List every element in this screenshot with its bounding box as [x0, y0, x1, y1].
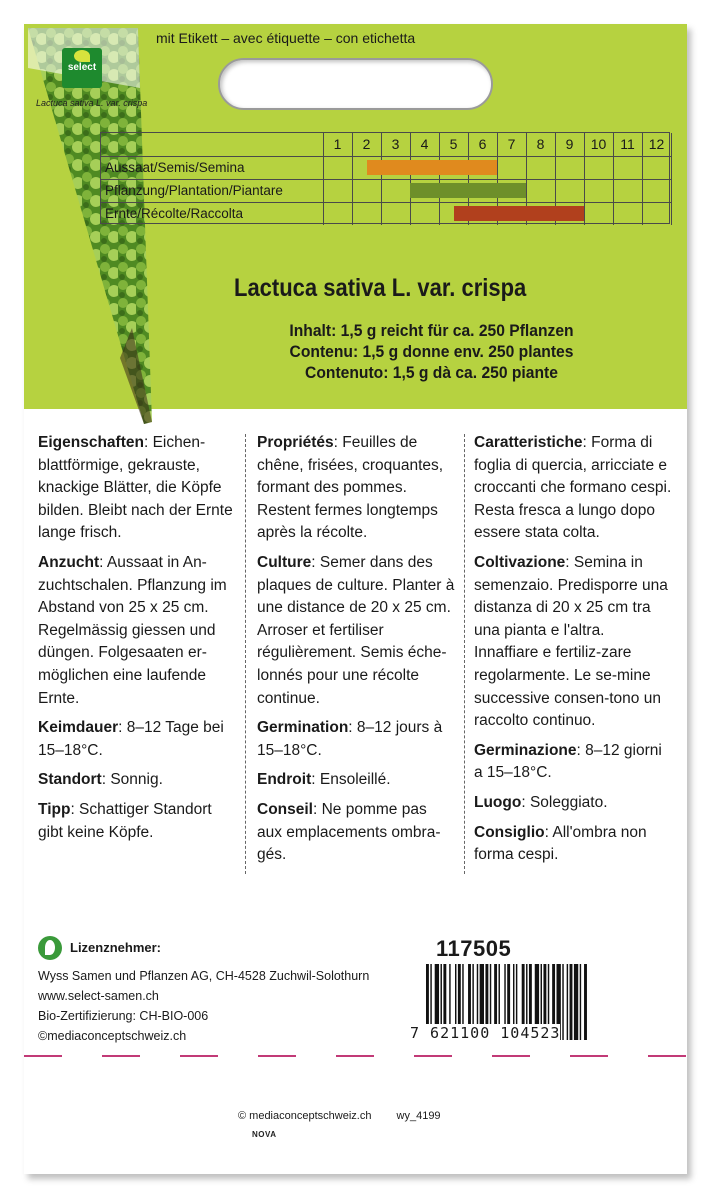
month-header: 9 [565, 136, 574, 152]
month-header: 3 [391, 136, 400, 152]
calendar-row-label: Pflanzung/Plantation/Piantare [105, 183, 283, 198]
info-term: Culture [257, 553, 312, 571]
month-header: 6 [478, 136, 487, 152]
info-paragraph [257, 717, 455, 762]
article-code: 117505 [436, 936, 512, 961]
calendar-period-bar [454, 206, 585, 221]
info-term: Standort [38, 771, 102, 789]
info-text: : Ne pomme pas aux emplacements ombra-gés. [257, 800, 441, 864]
info-paragraph [38, 717, 236, 762]
info-term: Keimdauer [38, 719, 119, 737]
info-term: Caratteristiche [474, 434, 583, 451]
credit-text: © mediaconceptschweiz.ch [238, 1110, 372, 1122]
company-line: Wyss Samen und Pflanzen AG, CH-4528 Zuchwil-Solothurn [38, 969, 370, 983]
info-text: : Semina in semenzaio. Predisporre una distanza di 20 x 25 cm tra una pianta e l'altra. Innaffiare e fertiliz-zare regolarmente. Le se-mine successive consen-tono un raccolto continuo. [474, 553, 668, 730]
info-paragraph [38, 432, 236, 545]
calendar-period-bar [367, 160, 498, 175]
info-term: Anzucht [38, 553, 100, 571]
info-paragraph [38, 552, 236, 710]
month-header: 10 [590, 136, 607, 152]
calendar-row-label: Ernte/Récolte/Raccolta [105, 206, 244, 221]
info-text: : Sonnig. [101, 771, 163, 789]
info-paragraph [257, 799, 455, 867]
calendar-row-label: Aussaat/Semis/Semina [105, 160, 245, 175]
licensee-details [38, 966, 369, 1046]
info-term: Germination [257, 719, 349, 737]
leaf-icon [74, 50, 90, 62]
column-divider [245, 434, 246, 874]
label-note: mit Etikett – avec étiquette – con etichetta [156, 30, 416, 46]
month-header: 4 [420, 136, 429, 152]
calendar-grid [100, 132, 670, 224]
barcode-bar [574, 964, 578, 1040]
month-header: 2 [362, 136, 371, 152]
info-term: Tipp [38, 800, 71, 818]
column-french [257, 432, 455, 874]
month-header: 1 [333, 136, 342, 152]
barcode-bar [584, 964, 587, 1040]
month-header: 7 [507, 136, 516, 152]
info-term: Luogo [474, 793, 522, 811]
info-text: : Aussaat in An-zuchtschalen. Pflanzung im Abstand von 25 x 25 cm. Regelmässig giessen und düngen. Folgesaaten er-möglichen eine laufende Ernte. [38, 553, 227, 707]
certification-line: Bio-Zertifizierung: CH-BIO-006 [38, 1009, 209, 1023]
info-term: Endroit [257, 771, 312, 789]
info-text: : Feuilles de chêne, frisées, croquantes, formant des pommes. Restent fermes longtemps après la récolte. [257, 434, 444, 542]
info-paragraph [474, 822, 672, 867]
info-term: Conseil [257, 800, 313, 818]
plant-tag [28, 28, 168, 426]
content-line-fr: Contenu: 1,5 g donne env. 250 plantes [289, 342, 574, 361]
content-info [234, 320, 629, 383]
leaf-badge-icon [38, 936, 62, 960]
licensee-title: Lizenznehmer: [70, 940, 162, 955]
info-term: Eigenschaften [38, 434, 144, 451]
barcode-bar [570, 964, 573, 1040]
info-paragraph [474, 552, 672, 733]
logo-text: select [67, 62, 97, 73]
month-header: 5 [449, 136, 458, 152]
info-paragraph [257, 769, 455, 792]
info-term: Consiglio [474, 823, 545, 841]
info-term: Germinazione [474, 741, 577, 759]
info-term: Coltivazione [474, 553, 566, 571]
column-italian [474, 432, 672, 874]
info-text: : 8–12 jours à 15–18°C. [257, 719, 443, 759]
reference-code: wy_4199 [396, 1110, 441, 1122]
website-line: www.select-samen.ch [38, 989, 159, 1003]
product-title: Lactuca sativa L. var. crispa [234, 274, 527, 302]
month-header: 8 [536, 136, 545, 152]
info-text: : 8–12 Tage bei 15–18°C. [38, 719, 224, 759]
print-credit [238, 1110, 463, 1122]
info-text: : Forma di foglia di quercia, arricciate e croccanti che formano cespi. Resta fresca a lungo dopo essere stata colta. [474, 434, 672, 542]
select-logo [62, 48, 102, 88]
info-term: Propriétés [257, 434, 334, 451]
info-text: : Soleggiato. [521, 793, 608, 811]
copyright-line: ©mediaconceptschweiz.ch [38, 1029, 187, 1043]
info-text: : Ensoleillé. [311, 771, 391, 789]
info-paragraph [474, 432, 672, 545]
content-line-it: Contenuto: 1,5 g dà ca. 250 piante [305, 363, 558, 382]
info-text: : Semer dans des plaques de culture. Planter à une distance de 20 x 25 cm. Arroser et fertiliser régulièrement. Semis éche-lonnés pour une récolte continue. [257, 553, 455, 707]
printer-logo: NOVA [252, 1130, 277, 1139]
info-paragraph [257, 432, 455, 545]
column-german [38, 432, 236, 851]
info-paragraph [257, 552, 455, 710]
info-text: : All'ombra non forma cespi. [474, 823, 647, 864]
seed-packet-back [24, 24, 687, 1174]
info-text: : Eichen-blattförmige, gekrauste, knackige Blätter, die Köpfe bilden. Bleibt nach der Ernte lange frisch. [38, 434, 233, 542]
barcode-bar [567, 964, 568, 1040]
info-paragraph [38, 799, 236, 844]
info-text: : 8–12 giorni a 15–18°C. [474, 741, 662, 782]
barcode-bar [562, 964, 563, 1040]
month-header: 12 [648, 136, 665, 152]
cut-line [24, 1055, 687, 1057]
content-line-de: Inhalt: 1,5 g reicht für ca. 250 Pflanzen [289, 321, 574, 340]
hang-hole [218, 58, 493, 110]
calendar-period-bar [410, 183, 526, 198]
month-header: 11 [620, 136, 635, 152]
barcode-bar [580, 964, 581, 1040]
info-paragraph [474, 740, 672, 785]
info-text: : Schattiger Standort gibt keine Köpfe. [38, 800, 212, 841]
column-divider [464, 434, 465, 874]
info-paragraph [474, 792, 672, 815]
grid-line [671, 133, 672, 225]
barcode-digits: 7 621100 104523 [410, 1024, 561, 1042]
info-paragraph [38, 769, 236, 792]
tag-plant-name: Lactuca sativa L. var. crispa [36, 98, 148, 108]
